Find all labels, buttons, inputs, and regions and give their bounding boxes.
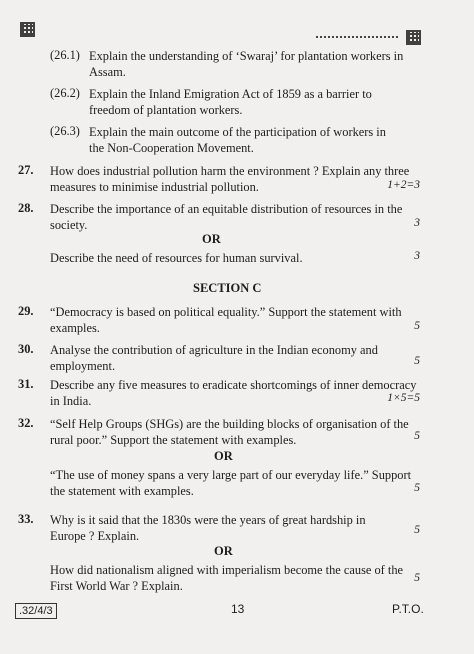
question-number: 33. [18,512,34,526]
sub-question-text: Explain the Inland Emigration Act of 1859 as a barrier to [89,87,372,101]
question-marks: 3 [414,217,420,229]
question-text: Describe the importance of an equitable distribution of resources in the [50,202,403,216]
question-alt-text: First World War ? Explain. [50,579,183,593]
qr-code-icon [406,30,421,45]
question-text: in India. [50,394,92,408]
question-text: How does industrial pollution harm the environment ? Explain any three [50,164,410,178]
sub-question-text: Explain the understanding of ‘Swaraj’ for plantation workers in [89,49,404,63]
question-marks: 5 [414,482,420,494]
question-number: 30. [18,342,34,356]
dotted-line [316,36,398,38]
page-number: 13 [231,602,245,616]
question-text: rural poor.” Support the statement with examples. [50,433,297,447]
sub-question-text: freedom of plantation workers. [89,103,243,117]
sub-question-text: Explain the main outcome of the participation of workers in [89,125,386,139]
question-text: “Self Help Groups (SHGs) are the building blocks of organisation of the [50,417,409,431]
question-text: measures to minimise industrial pollution. [50,180,259,194]
question-marks: 5 [414,320,420,332]
question-text: Analyse the contribution of agriculture in the Indian economy and [50,343,378,357]
question-marks: 5 [414,430,420,442]
question-marks: 1+2=3 [387,179,420,191]
question-text: society. [50,218,88,232]
question-alt-text: “The use of money spans a very large part of our everyday life.” Support [50,468,412,482]
pto-label: P.T.O. [392,602,424,616]
or-label: OR [214,544,233,558]
question-text: Describe any five measures to eradicate shortcomings of inner democracy [50,378,417,392]
question-number: 28. [18,201,34,215]
or-label: OR [214,449,233,463]
question-marks: 3 [414,250,420,262]
question-alt-text: the statement with examples. [50,484,194,498]
question-marks: 5 [414,524,420,536]
sub-question-number: (26.2) [50,86,80,100]
section-title: SECTION C [193,281,262,295]
question-text: employment. [50,359,116,373]
sub-question-text: the Non-Cooperation Movement. [89,141,254,155]
sub-question-number: (26.1) [50,48,80,62]
question-text: “Democracy is based on political equality.” Support the statement with [50,305,402,319]
question-alt-text: How did nationalism aligned with imperialism become the cause of the [50,563,404,577]
question-number: 32. [18,416,34,430]
or-label: OR [202,232,221,246]
paper-code: .32/4/3 [15,603,57,619]
question-number: 31. [18,377,34,391]
sub-question-number: (26.3) [50,124,80,138]
question-number: 27. [18,163,34,177]
qr-code-icon [20,22,35,37]
question-text: Europe ? Explain. [50,529,140,543]
question-number: 29. [18,304,34,318]
question-alt-text: Describe the need of resources for human survival. [50,251,303,265]
question-marks: 1×5=5 [387,392,420,404]
question-marks: 5 [414,572,420,584]
question-text: examples. [50,321,100,335]
question-text: Why is it said that the 1830s were the years of great hardship in [50,513,366,527]
sub-question-text: Assam. [89,65,126,79]
question-marks: 5 [414,355,420,367]
